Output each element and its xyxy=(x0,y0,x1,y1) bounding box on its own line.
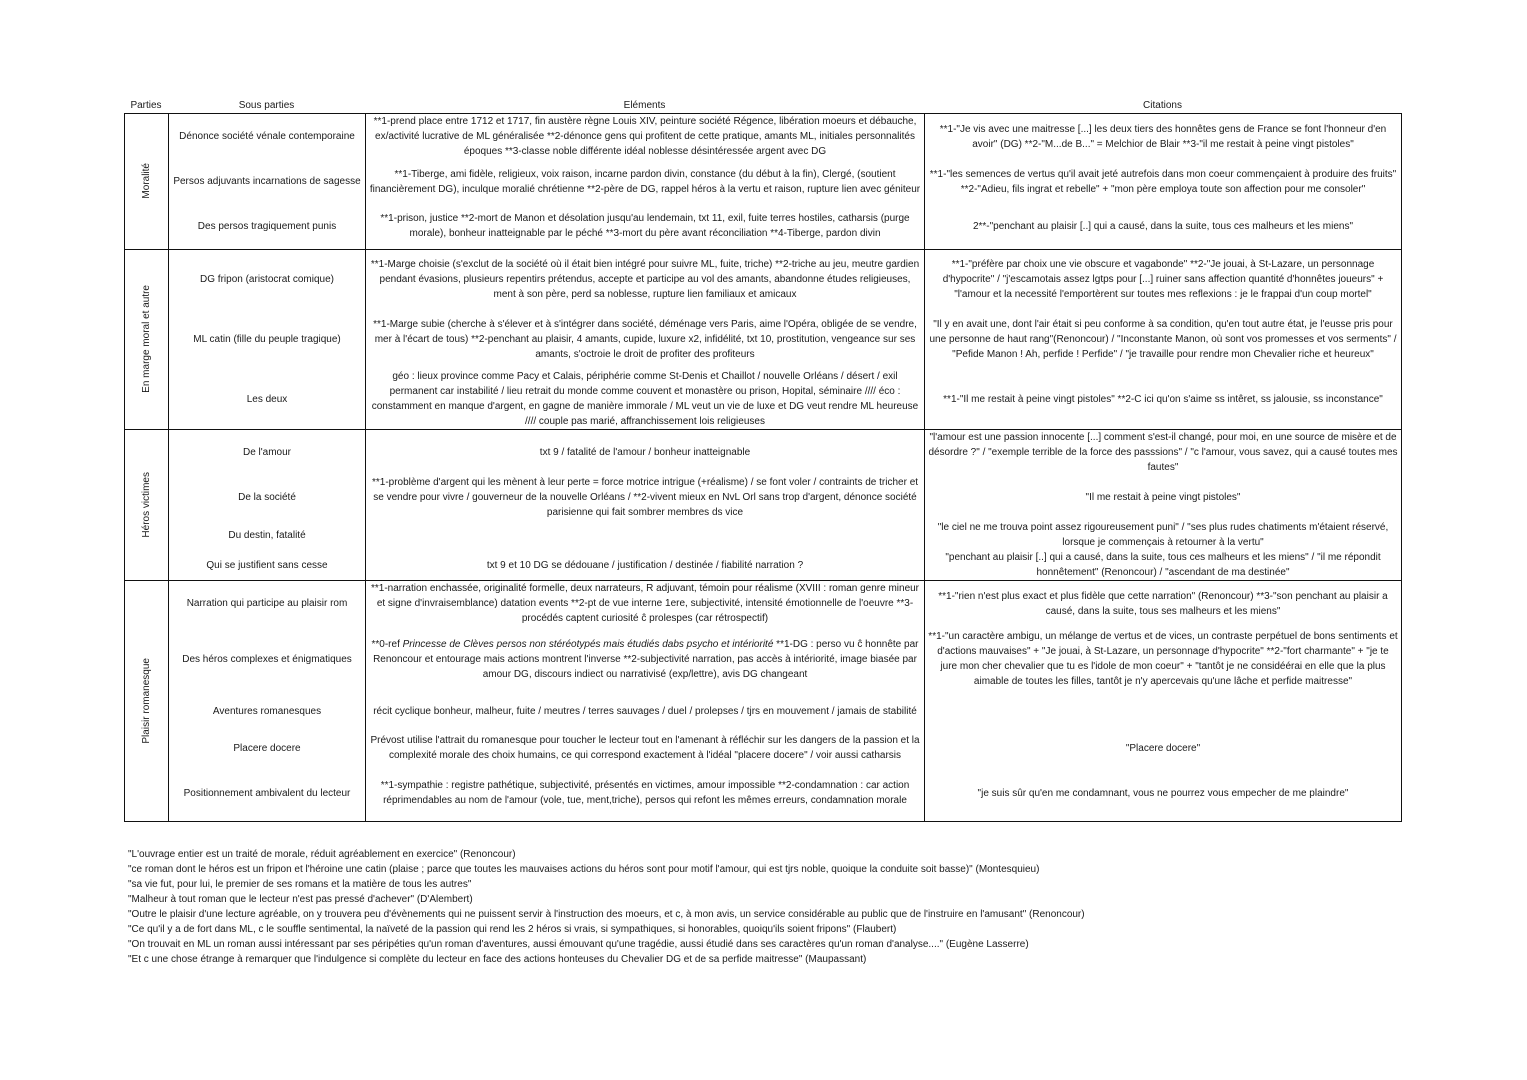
citations-cell: **1-"Il me restait à peine vingt pistoles" **2-C ici qu'on s'aime ss intêret, ss jalousie, ss inconstance" xyxy=(925,369,1402,430)
subpart-cell: Positionnement ambivalent du lecteur xyxy=(169,766,366,821)
table-row xyxy=(125,114,1402,160)
elements-cell: Prévost utilise l'attrait du romanesque pour toucher le lecteur tout en l'amenant à réfléchir sur les dangers de la passion et la complexité morale des choix humains, ce qui correspond exactement à l'idéal "placere docere" / voir aussi catharsis xyxy=(366,730,925,766)
citations-cell: "je suis sûr qu'en me condamnant, vous ne pourrez vous empecher de me plaindre" xyxy=(925,766,1402,821)
table-row xyxy=(125,581,1402,627)
quote-line: "Outre le plaisir d'une lecture agréable, on y trouvera peu d'évènements qui ne puissent servir à l'instruction des moeurs, et c, à mon avis, un service considérable au public que de l'instruire en l'amusant" (Renoncour) xyxy=(128,909,1085,920)
quote-line: "ce roman dont le héros est un fripon et l'héroine une catin (plaise ; parce que toutes les mauvaises actions du héros sont pour motif l'amour, qui est tjrs noble, quoique la conduite soit basse)" (Montesquieu) xyxy=(128,864,1040,875)
elements-cell: txt 9 et 10 DG se dédouane / justification / destinée / fiabilité narration ? xyxy=(366,550,925,581)
summary-table xyxy=(124,113,1402,822)
elements-cell: **1-prison, justice **2-mort de Manon et désolation jusqu'au lendemain, txt 11, exil, fuite terres hostiles, catharsis (purge morale), bonheur inatteignable par le péché **3-mort du père avant réconciliation **4-Tiberge, pardon divin xyxy=(366,204,925,249)
quote-line: "sa vie fut, pour lui, le premier de ses romans et la matière de tous les autres" xyxy=(128,879,472,890)
header-citations: Citations xyxy=(1143,100,1182,111)
table-row xyxy=(125,730,1402,766)
quote-line: "Et c une chose étrange à remarquer que l'indulgence si complète du lecteur en face des actions honteuses du Chevalier DG et de sa perfide maitresse" (Maupassant) xyxy=(128,954,867,965)
part-label: En marge moral et autre xyxy=(140,285,152,394)
elements-cell: géo : lieux province comme Pacy et Calais, périphérie comme St-Denis et Chaillot / nouvelle Orléans / désert / exil permanent car instabilité / lieu retrait du monde comme couvent et monastère ou prison, Hopital, séminaire //// éco : constamment en manque d'argent, en gagne de manière immorale / ML veut un vie de luxe et DG veut rendre ML heureuse //// couple pas marié, affranchissement lois religieuses xyxy=(366,369,925,430)
citations-cell: "l'amour est une passion innocente [...] comment s'est-il changé, pour moi, en une source de misère et de désordre ?" / "exemple terrible de la force des passsions" / "c l'amour, vous savez, qui a causé toutes mes fautes" xyxy=(925,430,1402,476)
citations-cell: "Il y en avait une, dont l'air était si peu conforme à sa condition, qu'en tout autre état, je l'eusse pris pour une personne de haut rang"(Renoncour) / "Inconstante Manon, où sont vos promesses et vos serments" / "Pefide Manon ! Ah, perfide ! Perfide" / "je travaille pour rendre mon Chevalier riche et heureux" xyxy=(925,309,1402,369)
subpart-cell: De la société xyxy=(169,475,366,520)
part-label: Moralité xyxy=(140,163,152,200)
elements-italic: Princesse de Clèves persos non stéréotypés mais étudiés dabs psycho et intériorité xyxy=(402,638,774,650)
table-row xyxy=(125,369,1402,430)
citations-cell: **1-"rien n'est plus exact et plus fidèle que cette narration" (Renoncour) **3-"son penchant au plaisir a causé, dans la suite, tous ses malheurs et les miens" xyxy=(925,581,1402,627)
citations-cell: "Il me restait à peine vingt pistoles" xyxy=(925,475,1402,520)
citations-cell: "Placere docere" xyxy=(925,730,1402,766)
quote-line: "Malheur à tout roman que le lecteur n'est pas pressé d'achever" (D'Alembert) xyxy=(128,894,473,905)
citations-cell: "penchant au plaisir [..] qui a causé, dans la suite, tous ces malheurs et les miens" / "il me répondit honnêtement" (Renoncour) / "ascendant de ma destinée" xyxy=(925,550,1402,581)
header-parties: Parties xyxy=(130,100,162,111)
subpart-cell: Qui se justifient sans cesse xyxy=(169,550,366,581)
elements-cell xyxy=(366,626,925,692)
subpart-cell: Des héros complexes et énigmatiques xyxy=(169,626,366,692)
part-label: Héros victimes xyxy=(140,472,152,538)
part-cell xyxy=(125,249,169,430)
table-row xyxy=(125,692,1402,730)
subpart-cell: Narration qui participe au plaisir rom xyxy=(169,581,366,627)
elements-cell: **1-problème d'argent qui les mènent à leur perte = force motrice intrigue (+réalisme) / se font voler / contraints de tricher et se vendre pour vivre / gouverneur de la nouvelle Orléans / **2-vivent mieux en NvL Orl sans trop d'argent, dénonce société parisienne qui fait sombrer membres ds vice xyxy=(366,475,925,520)
part-label: Plaisir romanesque xyxy=(140,657,152,744)
subpart-cell: Les deux xyxy=(169,369,366,430)
part-cell xyxy=(125,430,169,581)
table-row xyxy=(125,550,1402,581)
table-row xyxy=(125,309,1402,369)
quote-line: "Ce qu'il y a de fort dans ML, c le souffle sentimental, la naïveté de la passion qui rend les 2 héros si vrais, si sympathiques, si honorables, quoiqu'ils soient fripons" (Flaubert) xyxy=(128,924,897,935)
table-row xyxy=(125,475,1402,520)
subpart-cell: De l'amour xyxy=(169,430,366,476)
elements-cell: **1-Marge subie (cherche à s'élever et à s'intégrer dans société, déménage vers Paris, aime l'Opéra, obligée de se vendre, mer à l'écart de tous) **2-penchant au plaisir, 4 amants, cupide, luxure x2, infidélité, txt 10, prostitution, vengeance sur ses amants, s'octroie le droit de profiter des profiteurs xyxy=(366,309,925,369)
citations-cell: 2**-"penchant au plaisir [..] qui a causé, dans la suite, tous ces malheurs et les miens" xyxy=(925,204,1402,249)
elements-cell: récit cyclique bonheur, malheur, fuite / meutres / terres sauvages / duel / prolepses / tjrs en mouvement / jamais de stabilité xyxy=(366,692,925,730)
quotes-list xyxy=(128,847,1085,967)
subpart-cell: Des persos tragiquement punis xyxy=(169,204,366,249)
subpart-cell: Persos adjuvants incarnations de sagesse xyxy=(169,159,366,204)
subpart-cell: DG fripon (aristocrat comique) xyxy=(169,249,366,309)
subpart-cell: Du destin, fatalité xyxy=(169,520,366,550)
citations-cell: **1-"Je vis avec une maitresse [...] les deux tiers des honnêtes gens de France se font l'honneur d'en avoir" (DG) **2-"M...de B..." = Melchior de Blair **3-"il me restait à peine vingt pistoles" xyxy=(925,114,1402,160)
table-row xyxy=(125,249,1402,309)
elements-cell: **1-sympathie : registre pathétique, subjectivité, présentés en victimes, amour impossible **2-condamnation : car action réprimendables au nom de l'amour (vole, tue, ment,triche), persos qui refont les mêmes erreurs, condamnation morale xyxy=(366,766,925,821)
elements-cell: **1-narration enchassée, originalité formelle, deux narrateurs, R adjuvant, témoin pour réalisme (XVIII : roman genre mineur et signe d'invraisemblance) datation events **2-pt de vue interne 1ere, subjectivité, intensité émotionnelle de l'oeuvre **3-procédés captent curiosité ĉ prolespes (car rétrospectif) xyxy=(366,581,925,627)
table-row xyxy=(125,430,1402,476)
table-row xyxy=(125,159,1402,204)
table-row xyxy=(125,520,1402,550)
column-headers xyxy=(124,100,1401,113)
elements-cell: **1-Marge choisie (s'exclut de la société où il était bien intégré pour suivre ML, fuite, triche) **2-triche au jeu, meutre gardien pendant évasions, plusieurs repentirs prétendus, accepte et participe au vol des amants, abandonne études religieuses, ment à son père, perd sa noblesse, rupture lien familiaux et amicaux xyxy=(366,249,925,309)
quote-line: "On trouvait en ML un roman aussi intéressant par ses péripéties qu'un roman d'aventures, aussi émouvant qu'une tragédie, aussi étudié dans ses caractères qu'un roman d'analyse...." (Eugène Lasserre) xyxy=(128,939,1029,950)
elements-prefix: **0-ref xyxy=(371,638,400,650)
table-row xyxy=(125,204,1402,249)
citations-cell: **1-"préfère par choix une vie obscure et vagabonde" **2-"Je jouai, à St-Lazare, un personnage d'hypocrite" / "j'escamotais assez lgtps pour [...] ruiner sans affection quantité d'honnêtes joueurs" + "l'amour et la necessité l'emportèrent sur toutes mes reflexions : je le frappai d'un coup mortel" xyxy=(925,249,1402,309)
quote-line: "L'ouvrage entier est un traité de morale, réduit agréablement en exercice" (Renoncour) xyxy=(128,849,516,860)
elements-text: **1-DG : perso vu ĉ honnête par Renoncour et entourage mais actions montrent l'inverse **2-subjectivité narration, pas accès à intériorité, image biasée par amour DG, discours indiect ou narrativisé (exp/lettre), avis DG changeant xyxy=(373,638,919,680)
citations-cell: "le ciel ne me trouva point assez rigoureusement puni" / "ses plus rudes chatiments m'étaient réservé, lorsque je commençais à retourner à la vertu" xyxy=(925,520,1402,550)
table-row xyxy=(125,626,1402,692)
header-sous-parties: Sous parties xyxy=(238,100,295,111)
part-cell xyxy=(125,581,169,822)
subpart-cell: Aventures romanesques xyxy=(169,692,366,730)
citations-cell: **1-"un caractère ambigu, un mélange de vertus et de vices, un contraste perpétuel de bons sentiments et d'actions mauvaises" + "Je jouai, à St-Lazare, un personnage d'hypocrite" **2-"fort charmante" + "je te jure mon cher chevalier que tu es l'idole de mon coeur" + "tantôt je ne considéérai en elle que la plus aimable de toutes les filles, tantôt je n'y apercevais qu'une lâche et perfide maitresse" xyxy=(925,626,1402,692)
part-cell xyxy=(125,114,169,250)
citations-cell xyxy=(925,692,1402,730)
subpart-cell: Dénonce société vénale contemporaine xyxy=(169,114,366,160)
header-elements: Eléments xyxy=(623,100,666,111)
elements-cell: txt 9 / fatalité de l'amour / bonheur inatteignable xyxy=(366,430,925,476)
subpart-cell: Placere docere xyxy=(169,730,366,766)
elements-cell xyxy=(366,520,925,550)
subpart-cell: ML catin (fille du peuple tragique) xyxy=(169,309,366,369)
table-row xyxy=(125,766,1402,821)
citations-cell: **1-"les semences de vertus qu'il avait jeté autrefois dans mon coeur commençaient à produire des fruits" **2-"Adieu, fils ingrat et rebelle" + "mon père employa toute son affection pour me consoler" xyxy=(925,159,1402,204)
elements-cell: **1-Tiberge, ami fidèle, religieux, voix raison, incarne pardon divin, constance (du début à la fin), Clergé, (soutient financièrement DG), inculque moralié chrétienne **2-père de DG, rappel héros à la vertu et raison, rupture lien avec géniteur xyxy=(366,159,925,204)
elements-cell: **1-prend place entre 1712 et 1717, fin austère règne Louis XIV, peinture société Régence, libération moeurs et débauche, ex/activité lucrative de ML généralisée **2-dénonce gens qui profitent de cette pratique, amants ML, initiales personnalités époques **3-classe noble différente idéal noblesse désintéressée argent avec DG xyxy=(366,114,925,160)
